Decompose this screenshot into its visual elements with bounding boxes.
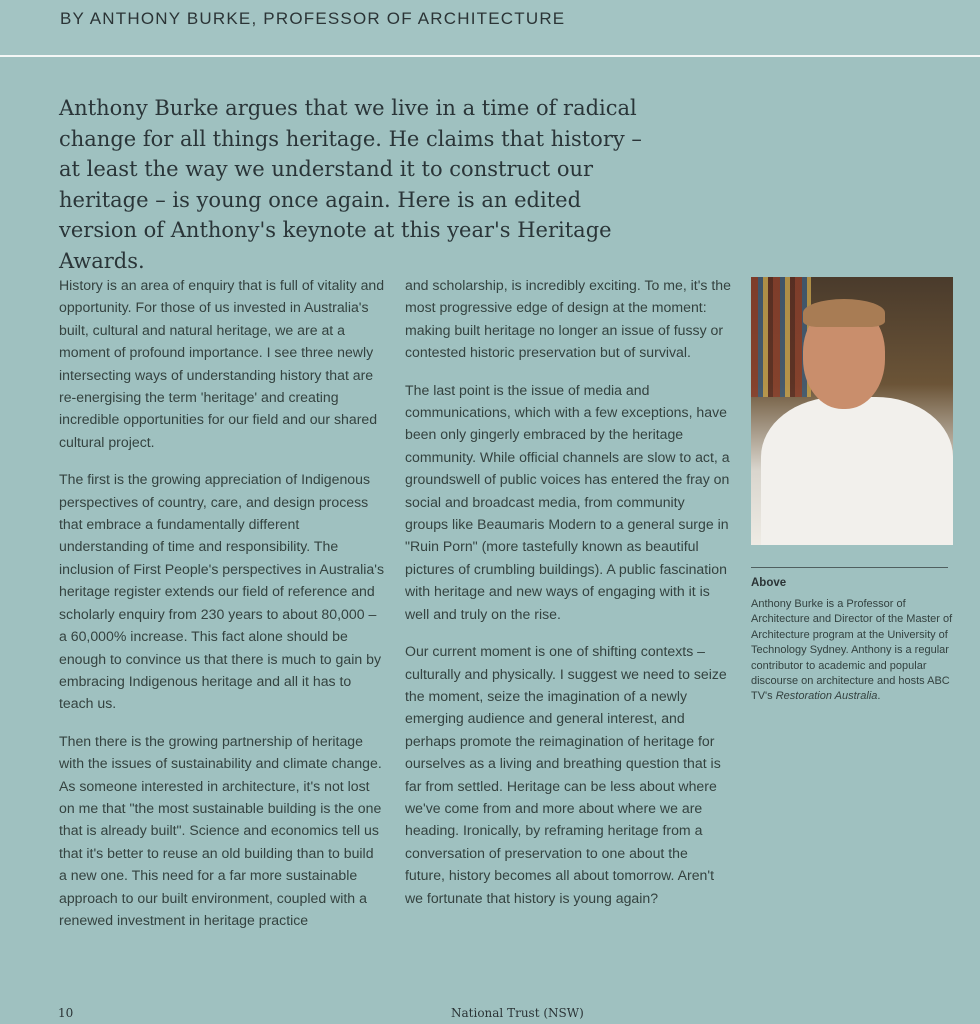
body-paragraph: Our current moment is one of shifting contexts – culturally and physically. I suggest we need to seize the moment, seize the imagination of a newly emerging audience and general interest, and perhaps promote the reimagination of heritage for ourselves as a living and breathing question that is far from settled. Heritage can be less about where we've come from and more about where we are heading. Ironically, by reframing heritage from a conversation of preservation to one about the future, history becomes all about tomorrow. Aren't we fortunate that history is young again? (405, 643, 727, 906)
caption-text: Anthony Burke is a Professor of Architecture and Director of the Master of Architecture program at the University of Technology Sydney. Anthony is a regular contributor to academic and popular discourse on architecture and hosts ABC TV's (751, 598, 953, 703)
publication-name: National Trust (NSW) (451, 1006, 584, 1020)
caption-body (751, 597, 956, 705)
page-number: 10 (58, 1006, 74, 1020)
body-paragraph: History is an area of enquiry that is full of vitality and opportunity. For those of us invested in Australia's built, cultural and natural heritage, we are at a moment of profound importance. I see three newly intersecting ways of understanding history that are re-energising the term 'heritage' and creating incredible opportunities for our field and our shared cultural project. (59, 277, 385, 450)
byline: BY ANTHONY BURKE, PROFESSOR OF ARCHITECTURE (60, 9, 566, 28)
caption-title: Above (751, 577, 787, 589)
hair (803, 299, 885, 327)
caption-end: . (877, 690, 881, 703)
body-paragraph: The first is the growing appreciation of Indigenous perspectives of country, care, and design process that embrace a fundamentally different understanding of time and responsibility. The inclusion of First People's perspectives in Australia's heritage register extends our field of reference and scholarly enquiry from 230 years to about 80,000 – a 60,000% increase. This fact alone should be enough to convince us that there is much to gain by embracing Indigenous heritage and all it has to teach us. (59, 471, 384, 712)
body-paragraph: and scholarship, is incredibly exciting. To me, it's the most progressive edge of design at the moment: making built heritage no longer an issue of fussy or contested historic preservation but of survival. (405, 277, 731, 361)
body-column-left (59, 274, 385, 946)
shirt (761, 397, 953, 545)
caption-divider (751, 567, 948, 568)
portrait-photo (751, 277, 953, 545)
bookshelf (751, 277, 811, 397)
lede-paragraph: Anthony Burke argues that we live in a time of radical change for all things heritage. He claims that history – at least the way we understand it to construct our heritage – is young once again. Here is an edited version of Anthony's keynote at this year's Heritage Awards. (59, 96, 642, 273)
body-column-right (405, 274, 731, 924)
caption-show-title: Restoration Australia (775, 690, 878, 703)
header-bar (0, 0, 980, 57)
body-paragraph: The last point is the issue of media and communications, which with a few exceptions, have been only gingerly embraced by the heritage community. While official channels are slow to act, a groundswell of public voices has entered the fray on social and broadcast media, from community groups like Beaumaris Modern to a general surge in "Ruin Porn" (more tastefully known as beautiful pictures of crumbling buildings). A public fascination with heritage and new ways of engaging with it is well and truly on the rise. (405, 381, 730, 622)
body-paragraph: Then there is the growing partnership of heritage with the issues of sustainability and climate change. As someone interested in architecture, it's not lost on me that "the most sustainable building is the one that is already built". Science and economics tell us that it's better to reuse an old building than to build a new one. This need for a far more sustainable approach to our built environment, coupled with a renewed investment in heritage practice (59, 732, 382, 928)
